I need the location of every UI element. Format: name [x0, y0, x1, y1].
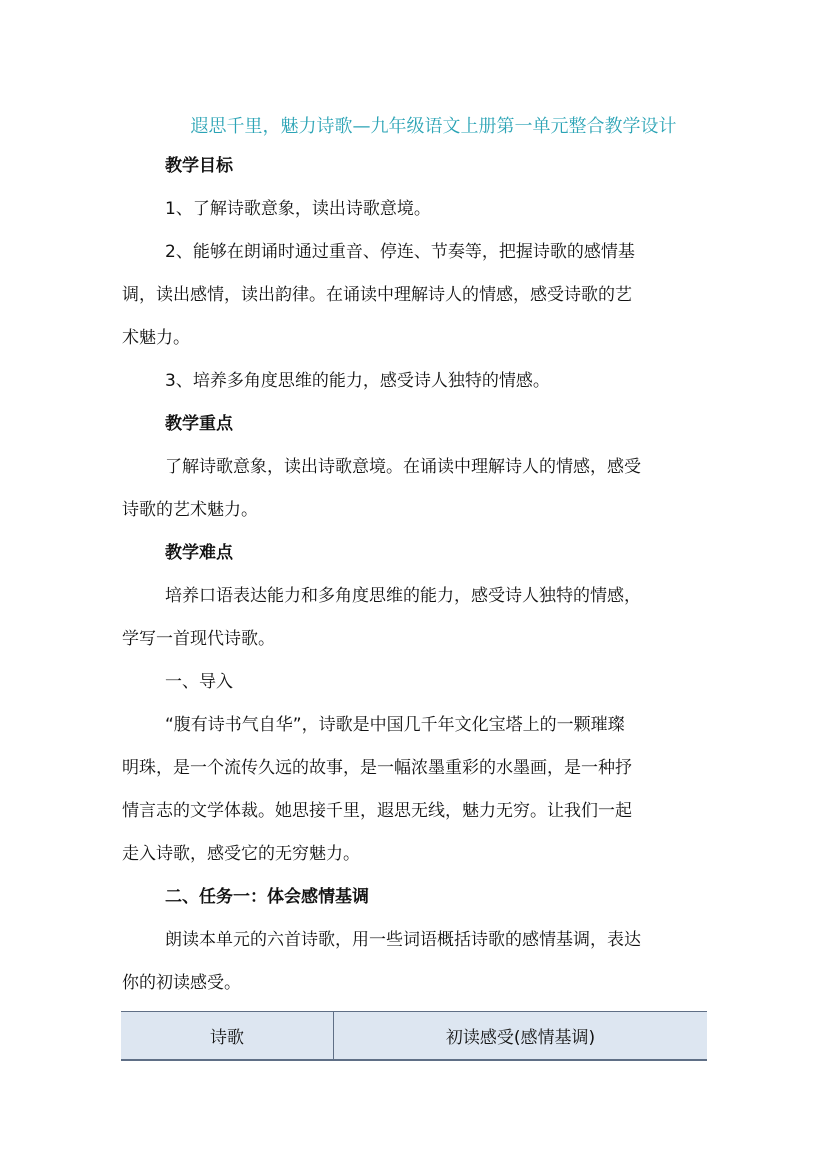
- goal-2-line-3: 术魅力。: [122, 328, 190, 348]
- intro-line-4: 走入诗歌，感受它的无穷魅力。: [122, 844, 360, 864]
- key-line-1: 了解诗歌意象，读出诗歌意境。在诵读中理解诗人的情感，感受: [165, 457, 641, 477]
- intro-heading: 一、导入: [165, 672, 233, 692]
- goal-2-line-2: 调，读出感情，读出韵律。在诵读中理解诗人的情感，感受诗歌的艺: [122, 285, 632, 305]
- table-header-row: [121, 1012, 707, 1061]
- key-line-2: 诗歌的艺术魅力。: [122, 500, 258, 520]
- table-header-poem: 诗歌: [121, 1012, 334, 1061]
- intro-line-1: “腹有诗书气自华”，诗歌是中国几千年文化宝塔上的一颗璀璨: [165, 715, 625, 735]
- intro-line-2: 明珠，是一个流传久远的故事，是一幅浓墨重彩的水墨画，是一种抒: [122, 758, 632, 778]
- difficult-line-1: 培养口语表达能力和多角度思维的能力，感受诗人独特的情感，: [165, 586, 641, 606]
- table-header-feeling: 初读感受(感情基调): [334, 1012, 708, 1061]
- goal-3: 3、培养多角度思维的能力，感受诗人独特的情感。: [165, 371, 550, 391]
- task1-line-1: 朗读本单元的六首诗歌，用一些词语概括诗歌的感情基调，表达: [165, 930, 641, 950]
- feelings-table: [121, 1011, 707, 1061]
- key-heading: 教学重点: [165, 414, 233, 434]
- task1-line-2: 你的初读感受。: [122, 973, 241, 993]
- difficult-line-2: 学写一首现代诗歌。: [122, 629, 275, 649]
- goal-1: 1、了解诗歌意象，读出诗歌意境。: [165, 199, 431, 219]
- task1-heading: 二、任务一：体会感情基调: [165, 887, 369, 907]
- document-title: 遐思千里，魅力诗歌—九年级语文上册第一单元整合教学设计: [190, 116, 677, 137]
- intro-line-3: 情言志的文学体裁。她思接千里，遐思无线，魅力无穷。让我们一起: [122, 801, 632, 821]
- goal-2-line-1: 2、能够在朗诵时通过重音、停连、节奏等，把握诗歌的感情基: [165, 242, 635, 262]
- goals-heading: 教学目标: [165, 156, 233, 176]
- difficult-heading: 教学难点: [165, 543, 233, 563]
